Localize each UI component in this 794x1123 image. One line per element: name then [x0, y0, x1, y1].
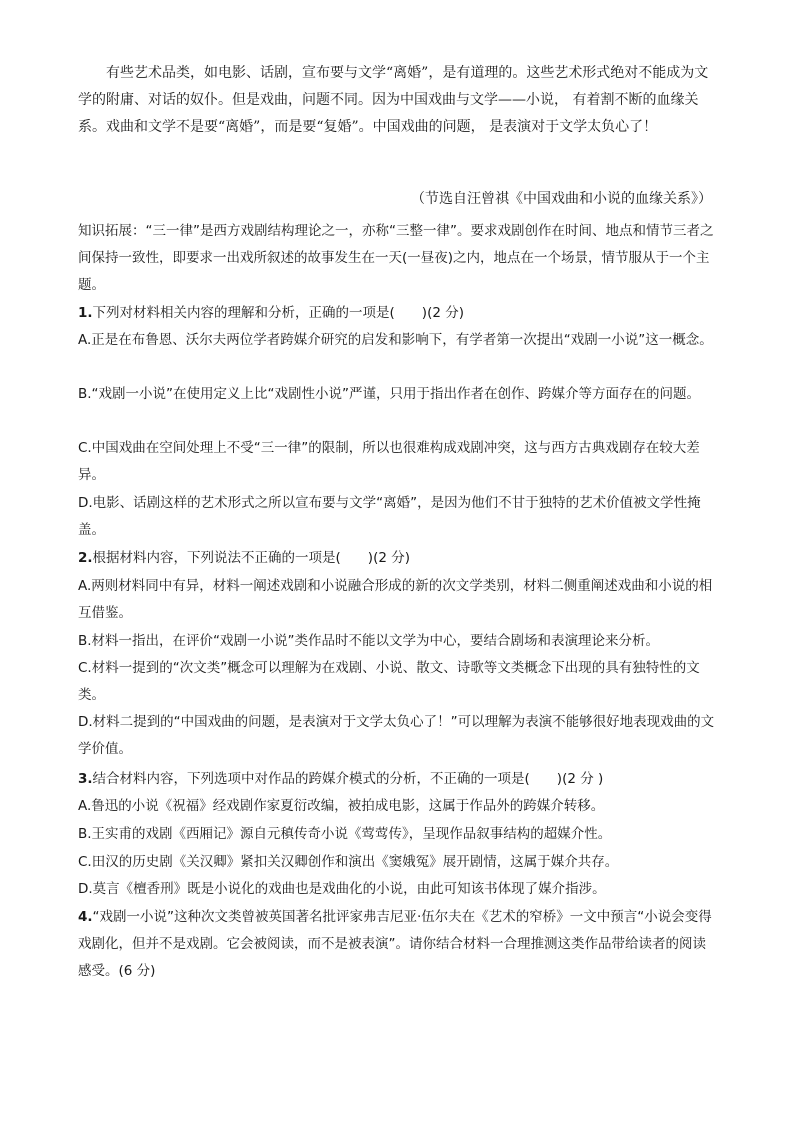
question-1-option-b: B.“戏剧一小说”在使用定义上比“戏剧性小说”严谨，只用于指出作者在创作、跨媒介等方面存在的问题。: [78, 386, 701, 402]
question-2-text: 根据材料内容，下列说法不正确的一项是( )(2 分): [92, 550, 410, 566]
passage-source: （节选自汪曾祺《中国戏曲和小说的血缘关系》）: [411, 191, 712, 207]
question-3-stem: [78, 766, 718, 793]
question-1-number: 1.: [78, 305, 93, 321]
question-2-option-b: B.材料一指出，在评价“戏剧一小说”类作品时不能以文学为中心，要结合剧场和表演理论来分析。: [78, 633, 660, 649]
question-1-option-c: C.中国戏曲在空间处理上不受“三一律”的限制，所以也很难构成戏剧冲突，这与西方古典戏剧存在较大差异。: [78, 440, 700, 483]
question-2-option-a: A.两则材料同中有异，材料一阐述戏剧和小说融合形成的新的次文学类别，材料二侧重阐述戏曲和小说的相互借鉴。: [78, 578, 713, 621]
question-3-number: 3.: [78, 771, 93, 787]
question-2-number: 2.: [78, 550, 93, 566]
question-3-option-b: B.王实甫的戏剧《西厢记》源自元稹传奇小说《莺莺传》，呈现作品叙事结构的超媒介性。: [78, 826, 612, 842]
question-2-stem: [78, 545, 718, 572]
question-1-option-d: D.电影、话剧这样的艺术形式之所以宣布要与文学“离婚”，是因为他们不甘于独特的艺术价值被文学性掩盖。: [78, 495, 701, 538]
question-1-text: 下列对材料相关内容的理解和分析，正确的一项是( )(2 分): [92, 305, 464, 321]
passage-paragraph: 有些艺术品类，如电影、话剧，宣布要与文学“离婚”，是有道理的。这些艺术形式绝对不能成为文学的附庸、对话的奴仆。但是戏曲，问题不同。因为中国戏曲与文学——小说， 有着割不断的血缘关系。戏曲和文学不是要“离婚”，而是要“复婚”。中国戏曲的问题， 是表演对于文学太负心了！: [78, 65, 709, 135]
knowledge-extension: 知识拓展：“三一律”是西方戏剧结构理论之一，亦称“三整一律”。要求戏剧创作在时间、地点和情节三者之间保持一致性，即要求一出戏所叙述的故事发生在一天(一昼夜)之内，地点在一个场景，情节服从于一个主题。: [78, 223, 714, 293]
question-4-text: “戏剧一小说”这种次文类曾被英国著名批评家弗吉尼亚·伍尔夫在《艺术的窄桥》一文中预言“小说会变得戏剧化，但并不是戏剧。它会被阅读，而不是被表演”。请你结合材料一合理推测这类作品带给读者的阅读感受。(6 分): [78, 909, 712, 979]
question-2-option-d: D.材料二提到的“中国戏曲的问题，是表演对于文学太负心了！”可以理解为表演不能够很好地表现戏曲的文学价值。: [78, 714, 715, 757]
question-1-option-a: A.正是在布鲁恩、沃尔夫两位学者跨媒介研究的启发和影响下，有学者第一次提出“戏剧一小说”这一概念。: [78, 332, 713, 348]
question-3-option-d: D.莫言《檀香刑》既是小说化的戏曲也是戏曲化的小说，由此可知该书体现了媒介指涉。: [78, 881, 606, 897]
question-4-stem: [78, 904, 718, 985]
question-3-option-c: C.田汉的历史剧《关汉卿》紧扣关汉卿创作和演出《窦娥冤》展开剧情，这属于媒介共存。: [78, 854, 619, 870]
question-2-option-c: C.材料一提到的“次文类”概念可以理解为在戏剧、小说、散文、诗歌等文类概念下出现的具有独特性的文类。: [78, 660, 700, 703]
question-1-stem: [78, 300, 718, 327]
question-4-number: 4.: [78, 909, 93, 925]
question-3-text: 结合材料内容，下列选项中对作品的跨媒介模式的分析，不正确的一项是( )(2 分 ): [92, 771, 604, 787]
question-3-option-a: A.鲁迅的小说《祝福》经戏剧作家夏衍改编，被拍成电影，这属于作品外的跨媒介转移。: [78, 798, 605, 814]
